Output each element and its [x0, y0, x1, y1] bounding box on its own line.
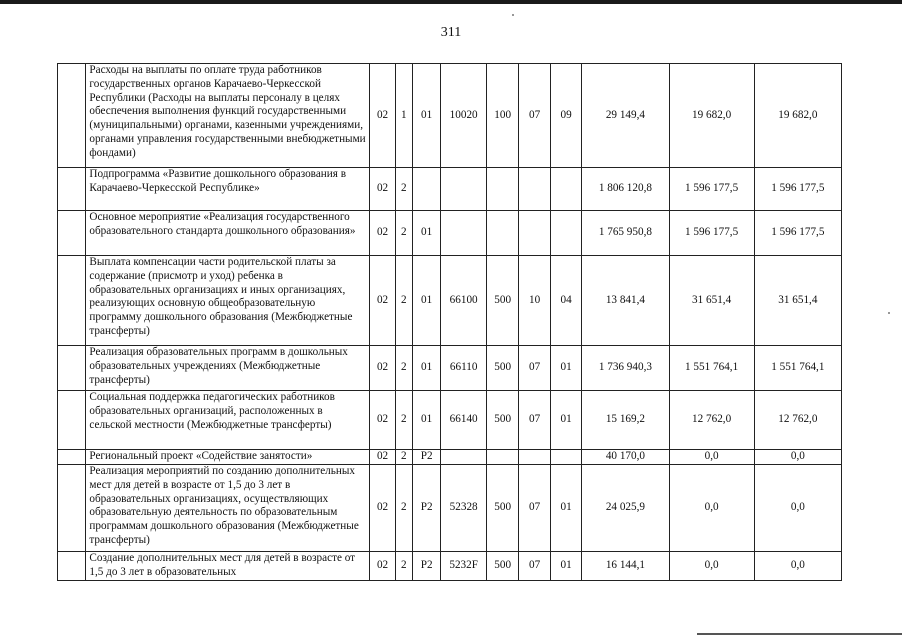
amount-cell: 0,0 — [754, 552, 841, 581]
code-cell: P2 — [412, 552, 440, 581]
code-cell: 02 — [370, 211, 395, 256]
code-cell: 01 — [550, 552, 581, 581]
code-cell: 2 — [395, 211, 412, 256]
code-cell: 02 — [370, 391, 395, 450]
amount-cell: 19 682,0 — [669, 64, 754, 168]
code-cell: 02 — [370, 552, 395, 581]
code-cell: 02 — [370, 465, 395, 552]
amount-cell: 0,0 — [669, 552, 754, 581]
description-cell: Социальная поддержка педагогических работников образовательных организаций, расположенных в сельской местности (Межбюджетные трансферты) — [86, 391, 370, 450]
table-row — [58, 256, 842, 346]
code-cell: 07 — [519, 391, 550, 450]
amount-cell: 13 841,4 — [582, 256, 669, 346]
code-cell: 01 — [550, 346, 581, 391]
code-cell: 02 — [370, 168, 395, 211]
code-cell: 10 — [519, 256, 550, 346]
code-cell: 01 — [412, 391, 440, 450]
code-cell: 500 — [486, 391, 518, 450]
code-cell: 2 — [395, 450, 412, 465]
description-cell: Реализация образовательных программ в дошкольных образовательных учреждениях (Межбюджетные трансферты) — [86, 346, 370, 391]
amount-cell: 0,0 — [669, 465, 754, 552]
row-number-cell — [58, 391, 86, 450]
budget-table — [57, 63, 842, 581]
code-cell: 02 — [370, 64, 395, 168]
code-cell: 5232F — [441, 552, 487, 581]
description-cell: Расходы на выплаты по оплате труда работников государственных органов Карачаево-Черкесской Республики (Расходы на выплаты персоналу в целях обеспечения выполнения функций государственными (муниципальными) органами, казенными учреждениями, органами управления государственными внебюджетными фондами) — [86, 64, 370, 168]
code-cell: 07 — [519, 64, 550, 168]
table-row — [58, 552, 842, 581]
code-cell: 500 — [486, 256, 518, 346]
code-cell: 1 — [395, 64, 412, 168]
amount-cell: 0,0 — [754, 450, 841, 465]
amount-cell: 12 762,0 — [754, 391, 841, 450]
code-cell — [486, 450, 518, 465]
code-cell — [550, 168, 581, 211]
code-cell: 2 — [395, 465, 412, 552]
code-cell — [441, 450, 487, 465]
amount-cell: 1 806 120,8 — [582, 168, 669, 211]
amount-cell: 29 149,4 — [582, 64, 669, 168]
row-number-cell — [58, 168, 86, 211]
code-cell — [412, 168, 440, 211]
code-cell: 2 — [395, 391, 412, 450]
table-row — [58, 346, 842, 391]
code-cell: 66110 — [441, 346, 487, 391]
code-cell: 09 — [550, 64, 581, 168]
table-row — [58, 64, 842, 168]
description-cell: Основное мероприятие «Реализация государственного образовательного стандарта дошкольного образования» — [86, 211, 370, 256]
amount-cell: 1 596 177,5 — [669, 168, 754, 211]
code-cell: 2 — [395, 346, 412, 391]
amount-cell: 1 765 950,8 — [582, 211, 669, 256]
amount-cell: 1 596 177,5 — [754, 211, 841, 256]
amount-cell: 0,0 — [754, 465, 841, 552]
row-number-cell — [58, 465, 86, 552]
amount-cell: 12 762,0 — [669, 391, 754, 450]
page-number: 311 — [440, 25, 462, 40]
code-cell: 02 — [370, 450, 395, 465]
code-cell: 2 — [395, 168, 412, 211]
bottom-border-line — [697, 633, 902, 635]
amount-cell: 1 596 177,5 — [669, 211, 754, 256]
description-cell: Реализация мероприятий по созданию дополнительных мест для детей в возрасте от 1,5 до 3 лет в образовательных организациях, осуществляющих образовательную деятельность по образовательным программам дошкольного образования (Межбюджетные трансферты) — [86, 465, 370, 552]
description-cell: Создание дополнительных мест для детей в возрасте от 1,5 до 3 лет в образовательных — [86, 552, 370, 581]
table-row — [58, 465, 842, 552]
code-cell: 01 — [412, 256, 440, 346]
code-cell: 01 — [550, 465, 581, 552]
code-cell: 500 — [486, 465, 518, 552]
table-row — [58, 211, 842, 256]
amount-cell: 0,0 — [669, 450, 754, 465]
code-cell: 66140 — [441, 391, 487, 450]
amount-cell: 1 736 940,3 — [582, 346, 669, 391]
code-cell: P2 — [412, 465, 440, 552]
code-cell: 07 — [519, 465, 550, 552]
code-cell — [486, 168, 518, 211]
code-cell — [519, 211, 550, 256]
amount-cell: 40 170,0 — [582, 450, 669, 465]
code-cell: 2 — [395, 256, 412, 346]
code-cell — [441, 211, 487, 256]
amount-cell: 31 651,4 — [754, 256, 841, 346]
code-cell: 100 — [486, 64, 518, 168]
description-cell: Подпрограмма «Развитие дошкольного образования в Карачаево-Черкесской Республике» — [86, 168, 370, 211]
table-row — [58, 391, 842, 450]
row-number-cell — [58, 552, 86, 581]
row-number-cell — [58, 211, 86, 256]
amount-cell: 1 596 177,5 — [754, 168, 841, 211]
code-cell: 07 — [519, 346, 550, 391]
scan-speck — [888, 312, 890, 314]
code-cell — [441, 168, 487, 211]
row-number-cell — [58, 256, 86, 346]
code-cell: 04 — [550, 256, 581, 346]
code-cell: 07 — [519, 552, 550, 581]
code-cell — [550, 211, 581, 256]
code-cell: 500 — [486, 552, 518, 581]
code-cell: 01 — [412, 346, 440, 391]
row-number-cell — [58, 450, 86, 465]
code-cell: 66100 — [441, 256, 487, 346]
code-cell: 52328 — [441, 465, 487, 552]
code-cell: P2 — [412, 450, 440, 465]
amount-cell: 19 682,0 — [754, 64, 841, 168]
row-number-cell — [58, 346, 86, 391]
code-cell: 02 — [370, 256, 395, 346]
code-cell: 2 — [395, 552, 412, 581]
description-cell: Региональный проект «Содействие занятости» — [86, 450, 370, 465]
amount-cell: 1 551 764,1 — [754, 346, 841, 391]
amount-cell: 15 169,2 — [582, 391, 669, 450]
amount-cell: 24 025,9 — [582, 465, 669, 552]
description-cell: Выплата компенсации части родительской платы за содержание (присмотр и уход) ребенка в образовательных организациях и иных организациях, реализующих основную общеобразовательную программу дошкольного образования (Межбюджетные трансферты) — [86, 256, 370, 346]
amount-cell: 31 651,4 — [669, 256, 754, 346]
top-border-line — [0, 0, 902, 4]
row-number-cell — [58, 64, 86, 168]
amount-cell: 1 551 764,1 — [669, 346, 754, 391]
code-cell — [486, 211, 518, 256]
scan-speck — [512, 14, 514, 16]
code-cell — [550, 450, 581, 465]
code-cell: 01 — [550, 391, 581, 450]
code-cell — [519, 450, 550, 465]
code-cell: 01 — [412, 211, 440, 256]
code-cell — [519, 168, 550, 211]
code-cell: 500 — [486, 346, 518, 391]
code-cell: 01 — [412, 64, 440, 168]
table-row — [58, 450, 842, 465]
amount-cell: 16 144,1 — [582, 552, 669, 581]
code-cell: 02 — [370, 346, 395, 391]
table-row — [58, 168, 842, 211]
code-cell: 10020 — [441, 64, 487, 168]
